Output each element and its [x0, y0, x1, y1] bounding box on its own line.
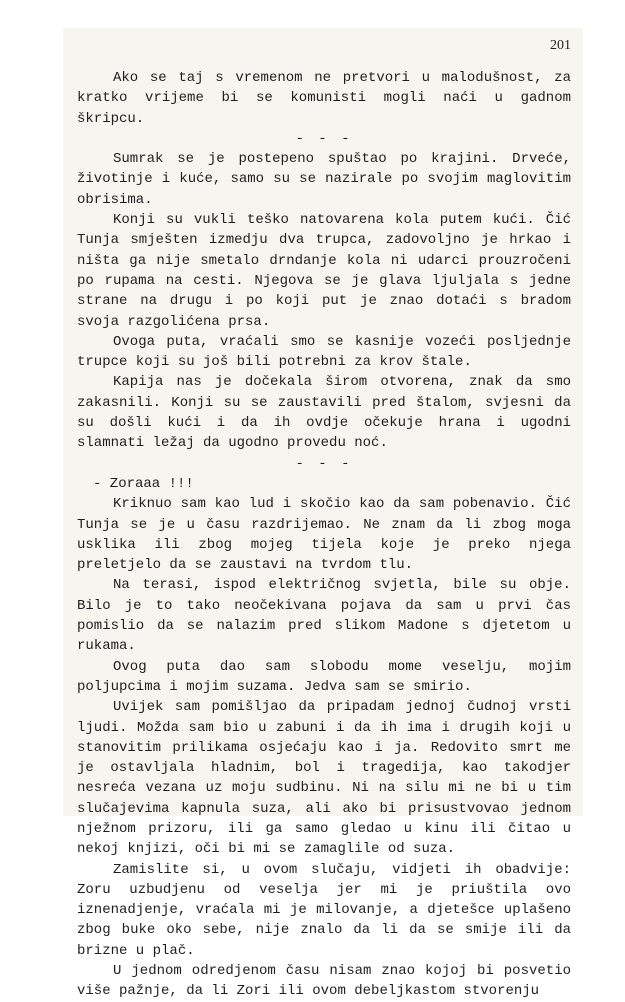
paragraph: Kapija nas je dočekala širom otvorena, znak da smo zakasnili. Konji su se zaustavili pred štalom, svjesni da su došli kući i da ih ovdje očekuje hrana i ugodni slamnati ležaj da ugodno provedu noć. — [77, 374, 571, 452]
paragraph: Ako se taj s vremenom ne pretvori u malodušnost, za kratko vrijeme bi se komunisti mogli naći u gadnom škripcu. — [77, 70, 571, 127]
paragraph: Sumrak se je postepeno spuštao po krajini. Drveće, životinje i kuće, samo su se nazirale po svojim maglovitim obrisima. — [77, 151, 571, 208]
paragraph: U jednom odredjenom času nisam znao kojoj bi posvetio više pažnje, da li Zori ili ovom debeljkastom stvorenju — [77, 963, 571, 1000]
page-number: 201 — [550, 38, 571, 53]
section-separator: - - - — [295, 455, 353, 472]
book-page — [63, 28, 583, 1000]
paragraph: Na terasi, ispod električnog svjetla, bile su obje. Bilo je to tako neočekivana pojava da sam u prvi čas pomislio da se nalazim pred slikom Madone s djetetom u rukama. — [77, 577, 571, 655]
section-separator: - - - — [295, 130, 353, 147]
paragraph: Ovoga puta, vraćali smo se kasnije vozeći posljednje trupce koji su još bili potrebni za krov štale. — [77, 333, 571, 371]
paragraph: Ovog puta dao sam slobodu mome veselju, mojim poljupcima i mojim suzama. Jedva sam se smirio. — [77, 658, 571, 695]
paragraph: Kriknuo sam kao lud i skočio kao da sam pobenavio. Čić Tunja se je u času razdrijemao. Ne znam da li zbog moga usklika ili zbog mojeg tijela koje je preko njega preletjelo da se zaustavi na tvrdom tlu. — [77, 496, 571, 574]
paragraph: Zamislite si, u ovom slučaju, vidjeti ih obadvije: Zoru uzbudjenu od veselja jer mi je priuštila ovo iznenadjenje, vraćala mi je milovanje, a djetešce uplašeno zbog buke oko sebe, nije znalo da li da se smije ili da brizne u plač. — [77, 861, 571, 959]
paragraph: Konji su vukli teško natovarena kola putem kući. Čić Tunja smješten izmedju dva trupca, zadovoljno je hrkao i ništa ga nije smetalo drndanje kola ni udarci prouzročeni po rupama na cesti. Njegova se je glava ljuljala s jedne strane na drugu i po koji put je znao dotaći s bradom svoja razgolićena prsa. — [77, 212, 571, 330]
page-text — [77, 68, 571, 1002]
paragraph: Uvijek sam pomišljao da pripadam jednoj čudnoj vrsti ljudi. Možda sam bio u zabuni i da ih ima i drugih koji u stanovitim prilikama osjećaju kao i ja. Redovito smrt me je ostavljala hladnim, bol i tragedija, kao takodjer nesreća vezana uz moju sudbinu. Ni na silu mi ne bi u tim slučajevima kapnula suza, ali ako bi prisustvovao jednom nježnom prizoru, ili ga samo gledao u kinu ili čitao u nekoj knjizi, oči bi mi se zamaglile od suza. — [77, 699, 571, 858]
dialogue-line: - Zoraaa !!! — [93, 475, 194, 492]
